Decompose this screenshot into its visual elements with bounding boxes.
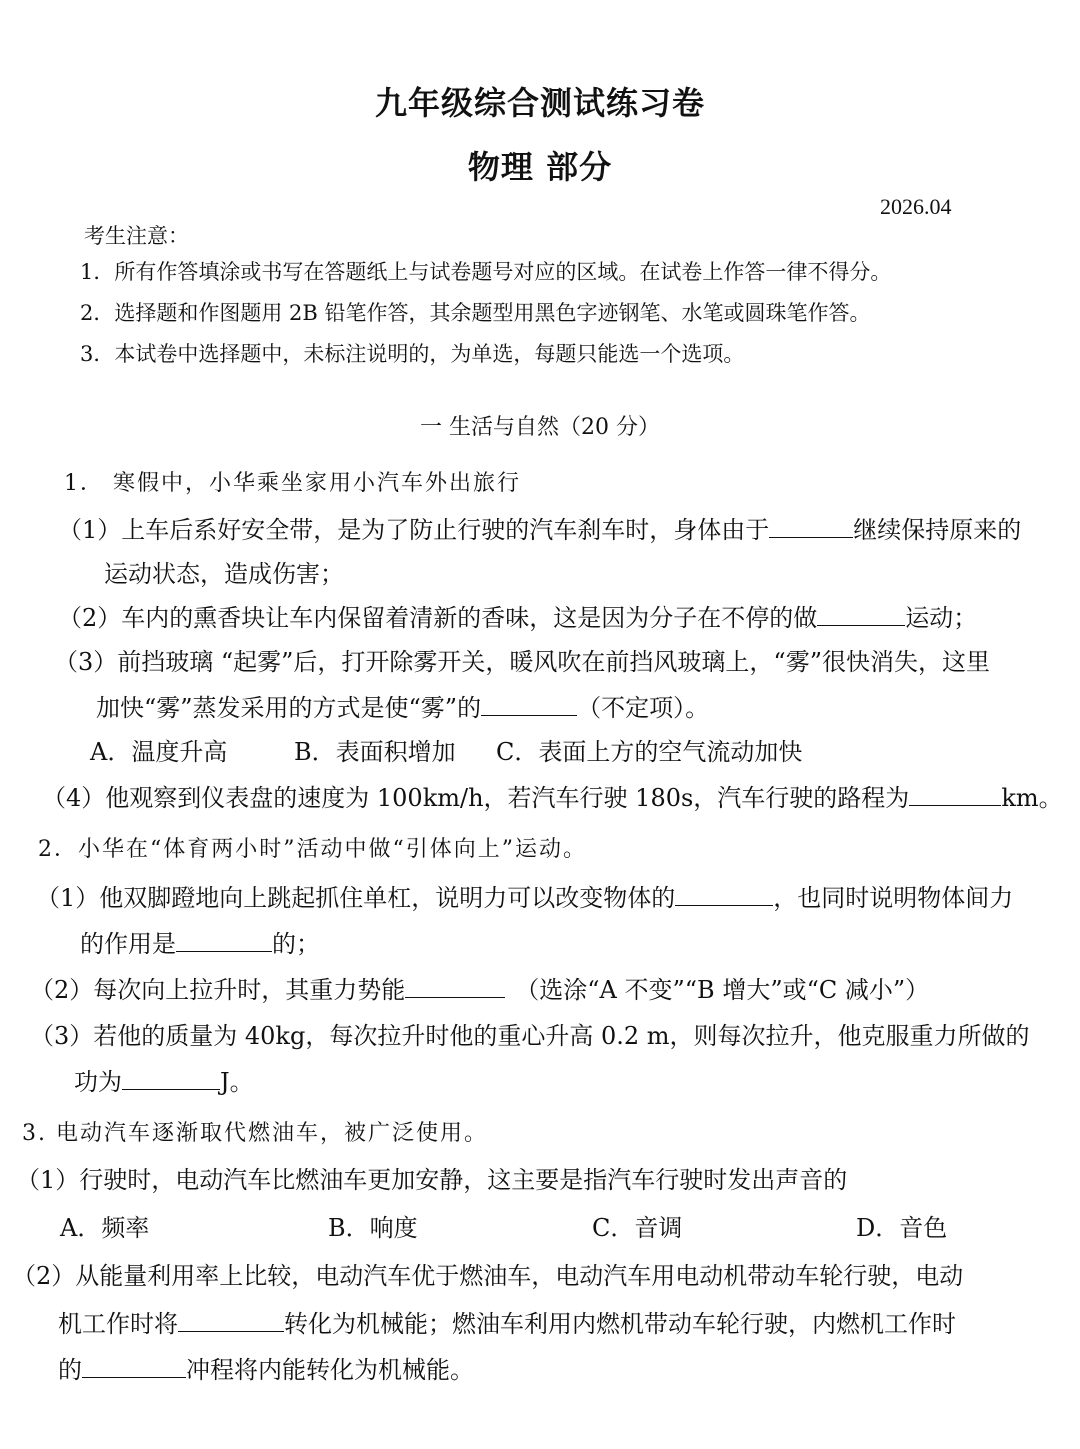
q2-part3-text: 功为 <box>74 1068 122 1096</box>
answer-blank[interactable] <box>176 950 272 952</box>
q3-part1-line: （1）行驶时，电动汽车比燃油车更加安静，这主要是指汽车行驶时发出声音的 <box>16 1166 848 1194</box>
q1-part3-line2 <box>96 688 709 723</box>
q1-part3-option-c: C．表面上方的空气流动加快 <box>496 738 803 766</box>
q1-stem: 1． 寒假中，小华乘坐家用小汽车外出旅行 <box>64 471 521 496</box>
q2-part1-text-b: ，也同时说明物体间力 <box>773 884 1014 912</box>
answer-blank[interactable] <box>481 714 577 716</box>
notice-item-3: 3．本试卷中选择题中，未标注说明的，为单选，每题只能选一个选项。 <box>80 342 745 366</box>
q3-part2-text-c: 转化为机械能；燃油车利用内燃机带动车轮行驶，内燃机工作时 <box>284 1310 956 1338</box>
answer-blank[interactable] <box>909 804 1001 806</box>
notice-heading: 考生注意： <box>84 224 189 248</box>
exam-subtitle: 物理 部分 <box>467 148 613 186</box>
q1-part1-line1 <box>58 510 1021 545</box>
answer-blank[interactable] <box>122 1088 220 1090</box>
q1-part3-option-b: B．表面积增加 <box>294 738 456 766</box>
answer-blank[interactable] <box>82 1376 186 1378</box>
q3-part1-option-b: B．响度 <box>328 1214 418 1242</box>
q3-part1-option-a: A．频率 <box>60 1214 150 1242</box>
q3-part2-text-e: 冲程将内能转化为机械能。 <box>186 1356 474 1384</box>
q1-part2-text-b: 运动； <box>905 604 978 632</box>
q2-part1-line1 <box>36 878 1013 913</box>
q1-part4-text: （4）他观察到仪表盘的速度为 100km/h，若汽车行驶 180s，汽车行驶的路程为 <box>42 784 910 812</box>
q2-part1-text-d: 的； <box>272 930 320 958</box>
q3-part2-text-d: 的 <box>58 1356 82 1384</box>
section-heading: 一 生活与自然（20 分） <box>420 415 660 440</box>
q2-part3-text-c: J。 <box>220 1068 254 1096</box>
q3-part1-option-c: C．音调 <box>592 1214 683 1242</box>
q1-part3-line1: （3）前挡玻璃 “起雾”后，打开除雾开关，暖风吹在前挡风玻璃上，“雾”很快消失，这里 <box>54 648 990 676</box>
exam-title: 九年级综合测试练习卷 <box>374 84 705 122</box>
notice-item-1: 1．所有作答填涂或书写在答题纸上与试卷题号对应的区域。在试卷上作答一律不得分。 <box>80 260 892 284</box>
q1-part1-text: （1）上车后系好安全带，是为了防止行驶的汽车刹车时，身体由于 <box>58 516 770 544</box>
exam-date: 2026.04 <box>880 194 952 219</box>
notice-item-2: 2．选择题和作图题用 2B 铅笔作答，其余题型用黑色字迹钢笔、水笔或圆珠笔作答。 <box>80 301 871 325</box>
q3-part2-line1: （2）从能量利用率上比较，电动汽车优于燃油车，电动汽车用电动机带动车轮行驶，电动 <box>12 1262 964 1290</box>
answer-blank[interactable] <box>405 996 505 998</box>
q1-part4-line <box>42 778 1063 813</box>
q2-part1-text: （1）他双脚蹬地向上跳起抓住单杠，说明力可以改变物体的 <box>36 884 676 912</box>
q1-part2-text: （2）车内的熏香块让车内保留着清新的香味，这是因为分子在不停的做 <box>58 604 818 632</box>
q3-part2-line2 <box>58 1304 956 1339</box>
answer-blank[interactable] <box>769 536 853 538</box>
q2-part3-line2 <box>74 1062 254 1097</box>
q2-part2-line <box>30 970 929 1005</box>
q2-part3-line1: （3）若他的质量为 40kg，每次拉升时他的重心升高 0.2 m，则每次拉升，他克服重力所做的 <box>30 1022 1030 1050</box>
answer-blank[interactable] <box>817 624 905 626</box>
q1-part3-text-c: （不定项）。 <box>577 694 710 722</box>
q1-part3-text: 加快“雾”蒸发采用的方式是使“雾”的 <box>96 694 482 722</box>
q3-part1-option-d: D．音色 <box>856 1214 948 1242</box>
q3-stem: 3. 电动汽车逐渐取代燃油车，被广泛使用。 <box>22 1121 488 1146</box>
q1-part3-option-a: A．温度升高 <box>90 738 228 766</box>
q2-part2-text: （2）每次向上拉升时，其重力势能 <box>30 976 406 1004</box>
q1-part2-line <box>58 598 977 633</box>
answer-blank[interactable] <box>178 1330 284 1332</box>
q1-part1-line2: 运动状态，造成伤害； <box>104 560 344 588</box>
q3-part2-text-b: 机工作时将 <box>58 1310 178 1338</box>
q2-stem: 2．小华在“体育两小时”活动中做“引体向上”运动。 <box>38 837 587 862</box>
q1-part1-text-b: 继续保持原来的 <box>853 516 1022 544</box>
q2-part1-text-c: 的作用是 <box>80 930 176 958</box>
q2-part1-line2 <box>80 924 320 959</box>
answer-blank[interactable] <box>675 904 773 906</box>
q1-part4-text-b: km。 <box>1001 784 1063 812</box>
q3-part2-line3 <box>58 1350 474 1385</box>
q2-part2-text-b: （选涂“A 不变”“B 增大”或“C 减小”） <box>515 976 930 1004</box>
